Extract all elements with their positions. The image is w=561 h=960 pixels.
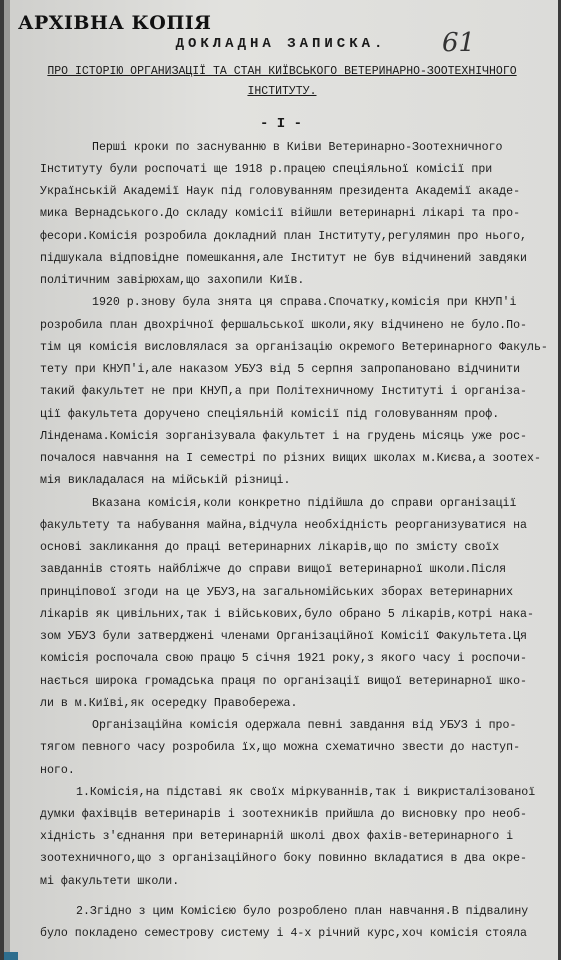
document-subtitle [22, 62, 542, 102]
text-line: 1.Комісія,на підставі як своїх міркуваннів,так і викристалізованої [76, 786, 536, 799]
text-line: Українській Академії Наук під головуванням президента Академії акаде- [40, 185, 521, 198]
subtitle-line: ПРО ІСТОРІЮ ОРГАНИЗАЦІЇ ТА СТАН КИЇВСЬКОГО ВЕТЕРИНАРНО-ЗООТЕХНІЧНОГО [47, 65, 517, 78]
text-line: Інституту були роспочаті ще 1918 р.працею спеціяльної комісії при [40, 163, 493, 176]
text-line: ли в м.Київі,як осередку Правобережа. [40, 697, 298, 710]
text-line: факультету та набування майна,відчула необхідність реорганизуватися на [40, 519, 528, 532]
text-line: Вказана комісія,коли конкретно підійшла до справи організації [92, 497, 517, 510]
text-line: мія викладалася на мійській різниці. [40, 474, 291, 487]
text-line: лікарів як цивільних,так і військових,було обрано 5 лікарів,котрі нака- [40, 608, 534, 621]
text-line: 1920 р.знову була знята ця справа.Спочатку,комісія при КНУП'і [92, 296, 517, 309]
text-line: Організаційна комісія одержала певні завдання від УБУЗ і про- [92, 719, 517, 732]
text-line: принціпової згоди на це УБУЗ,на загальномійських зборах ветеринарних [40, 586, 514, 599]
text-line: тету при КНУП'і,але наказом УБУЗ від 5 серпня запропановано відчинити [40, 363, 521, 376]
scan-edge-marker [4, 952, 18, 960]
text-line: такий факультет не при КНУП,а при Політехничному Інституті і організа- [40, 385, 528, 398]
document-title: ДОКЛАДНА ЗАПИСКА. [175, 36, 387, 52]
text-line: було покладено семестрову систему і 4-х річний курс,хоч комісія стояла [40, 927, 528, 940]
text-line: зом УБУЗ були затверджені членами Організаційної Комісії Факультета.Ця [40, 630, 528, 643]
text-line: мі факультети школи. [40, 875, 180, 888]
page-fold-shadow [4, 0, 10, 960]
text-line: думки фахівців ветеринарів і зоотехників прийшла до висновку про необ- [40, 808, 528, 821]
text-line: фесори.Комісія розробила докладний план Інституту,регулямин про нього, [40, 230, 528, 243]
document-page [4, 0, 558, 960]
text-line: Лінденама.Комісія зорганізувала факультет і на грудень місяць уже рос- [40, 430, 528, 443]
text-line: 2.Згідно з цим Комісією було розроблено план навчання.В підвалину [76, 905, 529, 918]
text-line: основі закликання до праці ветеринарних лікарів,що по змісту своїх [40, 541, 500, 554]
text-line: ції факультета доручено спеціяльній комісії під головуванням проф. [40, 408, 500, 421]
section-number: - I - [259, 116, 302, 132]
text-line: комісія роспочала свою працю 5 січня 1921 року,з якого часу і роспочи- [40, 652, 528, 665]
subtitle-line: ІНСТИТУТУ. [247, 85, 317, 98]
text-line: мика Вернадського.До складу комісії війшли ветеринарні лікарі та про- [40, 207, 521, 220]
archive-stamp: АРХІВНА КОПІЯ [18, 12, 212, 34]
text-line: завданнів стоять найбліжче до справи вищої ветеринарної школи.Після [40, 563, 507, 576]
text-line: тягом певного часу розробила їх,що можна схематично звести до наступ- [40, 741, 521, 754]
text-line: Перші кроки по заснуванню в Киіви Ветеринарно-Зоотехничного [92, 141, 503, 154]
text-line: зоотехничного,що з організаційного боку повинно вкладатися в два окре- [40, 852, 528, 865]
text-line: почалося навчання на I семестрі по різних вищих школах м.Києва,а зоотех- [40, 452, 541, 465]
text-line: тім ця комісія висловлялася за організацію окремого Ветеринарного Факуль- [40, 341, 548, 354]
text-line: розробила план двохрічної фершальської школи,яку відчинено не було.По- [40, 319, 528, 332]
text-line: ного. [40, 764, 75, 777]
text-line: нається широка громадська праця по організації вищої ветеринарної шко- [40, 675, 528, 688]
text-line: хідність з'єднання при ветеринарній школі двох фахів-ветеринарного і [40, 830, 514, 843]
text-line: підшукала відповідне помешкання,але Інститут не був відчинений завдяки [40, 252, 528, 265]
page-number: 61 [442, 28, 476, 58]
text-line: політичним завірюхам,що захопили Київ. [40, 274, 305, 287]
